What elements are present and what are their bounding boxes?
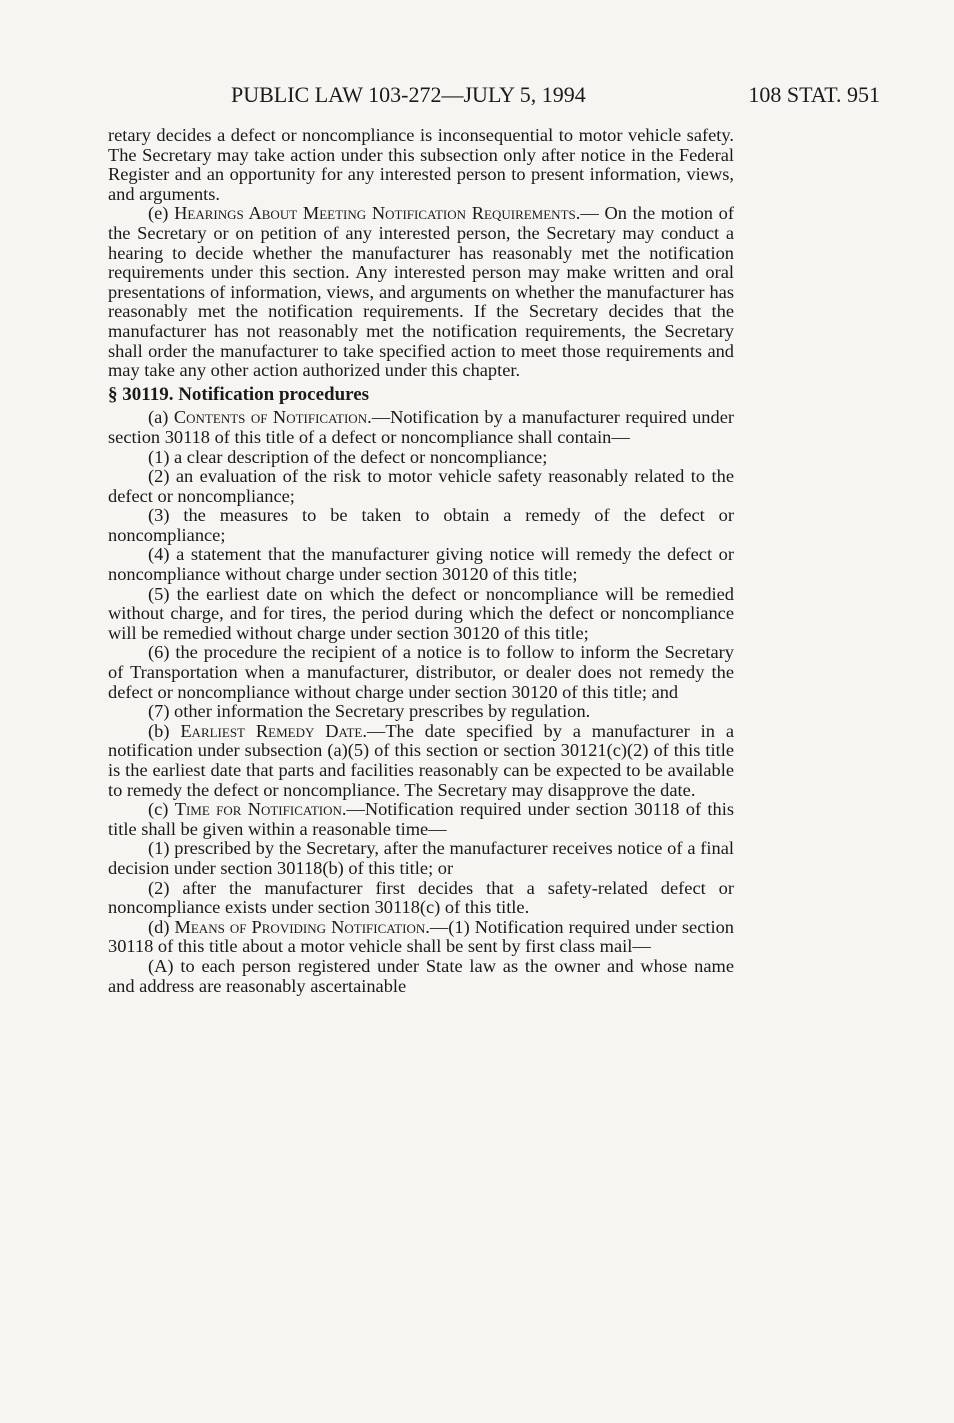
subsection-b-text: —The date specified by a manufacturer in a notification under subsection (a)(5) of this section or section 30121(c)(2) of this title is the earliest date that parts and facilities reasonably can be expected to be available to remedy the defect or noncompliance. The Secretary may disapprove the date. (108, 720, 734, 800)
list-item: (2) an evaluation of the risk to motor vehicle safety reasonably related to the defect or noncompliance; (108, 466, 734, 506)
body-text (108, 126, 734, 996)
subsection-c-heading: Time for Notification. (174, 799, 347, 820)
subsection-c (108, 800, 734, 839)
subsection-c-text: —Notification required under section 30118 of this title shall be given within a reasonable time— (108, 799, 734, 839)
list-item: (6) the procedure the recipient of a notice is to follow to inform the Secretary of Transportation when a manufacturer, distributor, or dealer does not remedy the defect or noncompliance without charge under section 30120 of this title; and (108, 642, 734, 702)
paragraph-continuation: retary decides a defect or noncompliance is inconsequential to motor vehicle safety. The Secretary may take action under this subsection only after notice in the Federal Register and an opportunity for any interested person to present information, views, and arguments. (108, 125, 734, 204)
subsection-b (108, 722, 734, 800)
subsection-c-label: (c) (148, 799, 169, 820)
list-item: (A) to each person registered under State law as the owner and whose name and address are reasonably ascertainable (108, 955, 734, 996)
list-item: (4) a statement that the manufacturer giving notice will remedy the defect or noncompliance without charge under section 30120 of this title; (108, 544, 734, 585)
subsection-d-text: —(1) Notification required under section 30118 of this title about a motor vehicle shall be sent by first class mail— (108, 916, 734, 957)
subsection-d (108, 918, 734, 957)
subsection-e-heading: Hearings About Meeting Notification Requirements.— (174, 203, 599, 224)
header-stat-page: 108 STAT. 951 (748, 82, 880, 107)
subsection-a-heading: Contents of Notification. (173, 407, 372, 428)
subsection-a (108, 408, 734, 447)
list-item: (5) the earliest date on which the defect or noncompliance will be remedied without charge, and for tires, the period during which the defect or noncompliance will be remedied without charge under section 30120 of this title; (108, 583, 734, 643)
subsection-a-label: (a) (148, 407, 169, 428)
section-heading: § 30119. Notification procedures (108, 383, 370, 405)
list-item: (2) after the manufacturer first decides that a safety-related defect or noncompliance exists under section 30118(c) of this title. (108, 877, 734, 918)
subsection-b-label: (b) (148, 720, 170, 741)
list-item: (1) a clear description of the defect or noncompliance; (148, 446, 548, 467)
list-item: (1) prescribed by the Secretary, after the manufacturer receives notice of a final decision under section 30118(b) of this title; or (108, 838, 734, 878)
subsection-e-label: (e) (148, 203, 169, 224)
list-item: (7) other information the Secretary prescribes by regulation. (148, 701, 591, 722)
list-item: (3) the measures to be taken to obtain a remedy of the defect or noncompliance; (108, 505, 734, 545)
subsection-e-text: On the motion of the Secretary or on petition of any interested person, the Secretary may conduct a hearing to decide whether the manufacturer has reasonably met the notification requirements under this section. Any interested person may make written and oral presentations of information, views, and arguments on whether the manufacturer has reasonably met the notification requirements. If the Secretary decides that the manufacturer has not reasonably met the notification requirements, the Secretary shall order the manufacturer to take specified action to meet those requirements and may take any other action authorized under this chapter. (108, 203, 735, 381)
subsection-d-label: (d) (148, 916, 170, 937)
subsection-d-heading: Means of Providing Notification. (174, 916, 430, 937)
running-header (110, 80, 880, 110)
subsection-e (108, 204, 734, 380)
subsection-a-text: —Notification by a manufacturer required under section 30118 of this title of a defect or noncompliance shall contain— (108, 407, 734, 447)
subsection-b-heading: Earliest Remedy Date. (180, 720, 367, 741)
header-law-title: PUBLIC LAW 103-272—JULY 5, 1994 (231, 82, 586, 107)
